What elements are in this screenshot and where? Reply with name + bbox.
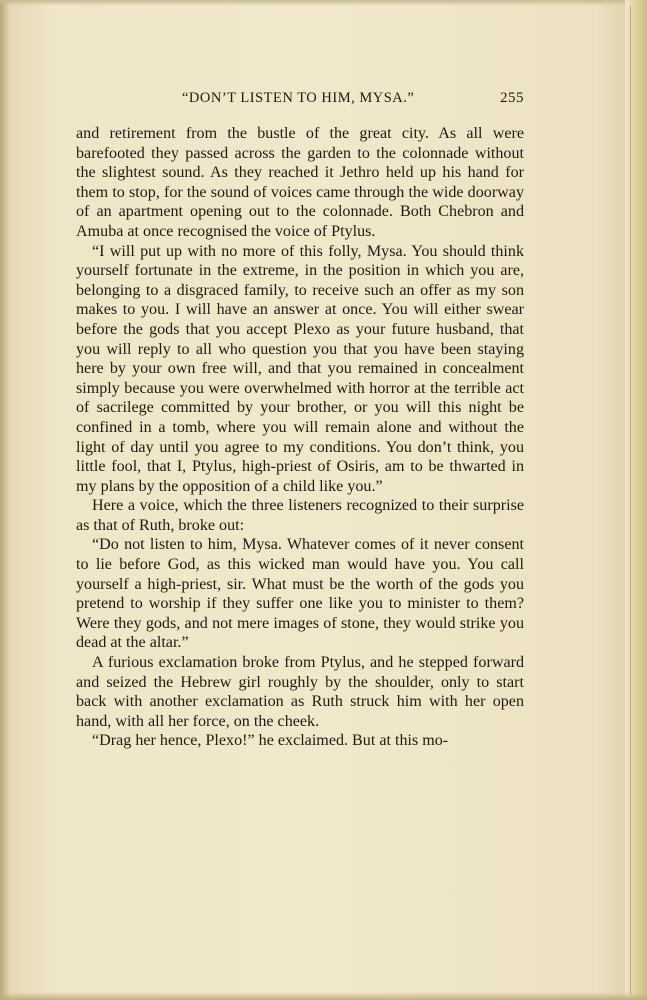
paragraph-ruth-speech: “Do not listen to him, Mysa. Whatever comes of it never consent to lie before God, as this wicked man would have you. You call yourself a high-priest, sir. What must be the worth of the gods you pretend to worship if they suffer one like you to minister to them? Were they gods, and not mere images of stone, they would strike you dead at the altar.” (76, 536, 524, 652)
paragraph-continued: and retirement from the bustle of the great city. As all were barefooted they passed across the garden to the colonnade without the slightest sound. As they reached it Jethro held up his hand for them to stop, for the sound of voices came through the wide doorway of an apartment opening out to the colonnade. Both Chebron and Amuba at once recognised the voice of Ptylus. (76, 125, 524, 240)
page-content (76, 90, 524, 751)
paragraph-final: “Drag her hence, Plexo!” he exclaimed. But at this mo- (92, 732, 449, 750)
paragraph-ptylus-speech: “I will put up with no more of this folly, Mysa. You should think yourself fortunate in the extreme, in the position in which you are, belonging to a disgraced family, to receive such an offer as my son makes to you. I will have an answer at once. You will either swear before the gods that you accept Plexo as your future husband, that you will reply to all who question you that you have been staying here by your own free will, and that you remained in concealment simply because you were overwhelmed with horror at the terrible act of sacrilege committed by your brother, or you will this night be confined in a tomb, where you will remain alone and without the light of day until you agree to my conditions. You don’t think, you little fool, that I, Ptylus, high-priest of Osiris, am to be thwarted in my plans by the opposition of a child like you.” (76, 242, 524, 495)
binding-shadow (0, 0, 10, 1000)
bottom-page-edge (0, 992, 647, 1000)
page-fore-edge (625, 0, 647, 1000)
running-title: “DON’T LISTEN TO HIM, MYSA.” (182, 90, 415, 106)
page-number: 255 (500, 90, 524, 106)
body-text (76, 124, 524, 751)
top-page-edge (0, 0, 647, 6)
paragraph-ruth-voice: Here a voice, which the three listeners recognized to their surprise as that of Ruth, broke out: (76, 497, 524, 534)
page-edge-line (630, 6, 631, 994)
paragraph-exclamation: A furious exclamation broke from Ptylus, and he stepped forward and seized the Hebrew girl roughly by the shoulder, only to start back with another exclamation as Ruth struck him with her open hand, with all her force, on the cheek. (76, 654, 524, 730)
running-head (76, 90, 524, 114)
